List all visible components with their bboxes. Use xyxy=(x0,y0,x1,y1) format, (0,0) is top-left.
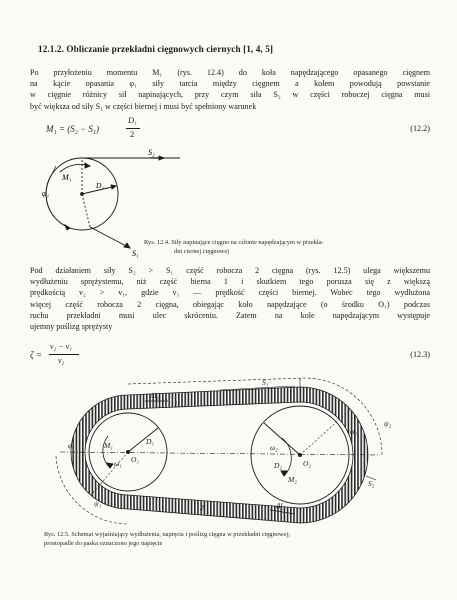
diameter-arrow-head xyxy=(111,185,116,189)
paragraph-line: prędkością v₂ > v₁, gdzie v₁ — prędkość części biernej. Wobec tego wydłużona xyxy=(30,288,430,298)
label-m2: M₂ xyxy=(288,475,297,484)
label-s1: S₁ xyxy=(132,249,139,258)
paragraph-line: na kącie opasania φ₁ siły tarcia między cięgnem a kołem powodują powstanie xyxy=(30,79,430,89)
paragraph-line: wydłużeniu sprężystemu, niż część bierna 1 i skutkiem tego porusza się z większą xyxy=(30,277,430,287)
paragraph-line: ruchu przekładni musi ulec skróceniu. Zatem na kole napędzającym występuje xyxy=(30,310,430,320)
label-o1: O₁ xyxy=(131,455,140,464)
figure-12-4-caption xyxy=(144,239,434,256)
label-psi2: ψ₂ xyxy=(384,419,392,428)
label-omega1: ω₁ xyxy=(114,459,122,468)
belt-band xyxy=(71,387,368,523)
equation-number: (12.2) xyxy=(410,124,430,133)
section-title: Obliczanie przekładni cięgnowych ciernych [1, 4, 5] xyxy=(66,44,274,54)
paragraph-line: ujemny poślizg sprężysty xyxy=(30,322,113,332)
label-s2: S₂ xyxy=(148,148,155,157)
caption-line: prostopadle do paska oznaczono jego napięcie xyxy=(44,539,163,547)
paragraph-line: być większa od siły S₁ w części biernej i musi być spełniony warunek xyxy=(30,101,257,111)
equation-lhs: M₁ = (S₂ − S₁) xyxy=(46,124,100,134)
equation-fraction-numerator: D₁ xyxy=(128,116,137,125)
paragraph-line: Pod działaniem siły S₂ > S₁ część robocza 2 cięgna (rys. 12.5) ulega większemu xyxy=(30,266,430,275)
moment-arrow-head xyxy=(85,163,90,168)
wrap-angle-arrow xyxy=(65,225,70,230)
label-belt-1: 1 xyxy=(174,399,178,408)
caption-line: Rys. 12.5. Schemat wyjaśniający wydłużenia, napięcia i poślizg cięgna w przekładni cięgnowej; xyxy=(44,531,290,538)
label-s1: S₁ xyxy=(262,378,269,387)
label-phi1: φ₁ xyxy=(42,189,50,198)
fraction-bar xyxy=(49,354,79,355)
caption-line: dni ciernej cięgnowej xyxy=(174,247,230,255)
paragraph-2 xyxy=(30,265,430,332)
label-phi1: φ₁ xyxy=(68,441,75,450)
section-number: 12.1.2. xyxy=(38,44,64,54)
equation-fraction-numerator: v₂ − v₁ xyxy=(50,342,73,351)
wrap-angle-tick xyxy=(50,166,56,178)
label-belt-2: 2 xyxy=(200,503,204,512)
section-heading xyxy=(38,44,428,54)
belt-slack-line xyxy=(90,227,130,248)
label-phi2: φ₂ xyxy=(350,427,357,436)
label-d1: D₁ xyxy=(96,181,105,190)
label-psi1: ψ₁ xyxy=(94,499,102,508)
equation-number: (12.3) xyxy=(410,350,430,359)
label-m1: M₁ xyxy=(104,441,113,450)
label-omega2: ω₂ xyxy=(270,443,278,452)
equation-lhs: ζ = xyxy=(30,350,42,360)
equation-fraction-denominator: v₂ xyxy=(58,356,65,365)
equation-12-2 xyxy=(30,116,430,142)
paragraph-line: więcej część robocza 2 cięgna, obiegając koło napędzające (o środku O₁) podczas xyxy=(30,299,430,309)
label-m1: M₁ xyxy=(62,173,72,182)
paragraph-line: w cięgnie różnicy sił napinających, przy czym siła S₂ w części roboczej cięgna musi xyxy=(30,90,430,100)
fraction-bar xyxy=(126,128,140,129)
figure-12-5 xyxy=(50,376,420,526)
label-delta-l1: Δl₁ xyxy=(150,391,160,400)
paragraph-line: Po przyłożeniu momentu M₁ (rys. 12.4) do koła napędzającego opasanego cięgnem xyxy=(30,68,430,77)
label-s2: S₂ xyxy=(368,479,375,488)
paragraph-1 xyxy=(30,67,430,112)
figure-12-5-caption xyxy=(44,531,444,548)
radius-bottom xyxy=(82,194,90,227)
s2-arrow-head xyxy=(159,156,164,160)
label-d2: D₂ xyxy=(274,461,283,470)
s1-arrow-head xyxy=(124,243,130,248)
equation-12-3 xyxy=(30,341,430,369)
caption-line: Rys. 12.4. Siły napinające cięgno na członie napędzającym w przekła- xyxy=(144,239,324,246)
label-delta-l2: Δl₂ xyxy=(276,501,286,510)
equation-fraction-denominator: 2 xyxy=(130,130,135,139)
label-d1: D₁ xyxy=(146,437,155,446)
label-o2: O₂ xyxy=(303,459,312,468)
angle-ray-right xyxy=(300,410,350,455)
center-line xyxy=(60,452,380,455)
